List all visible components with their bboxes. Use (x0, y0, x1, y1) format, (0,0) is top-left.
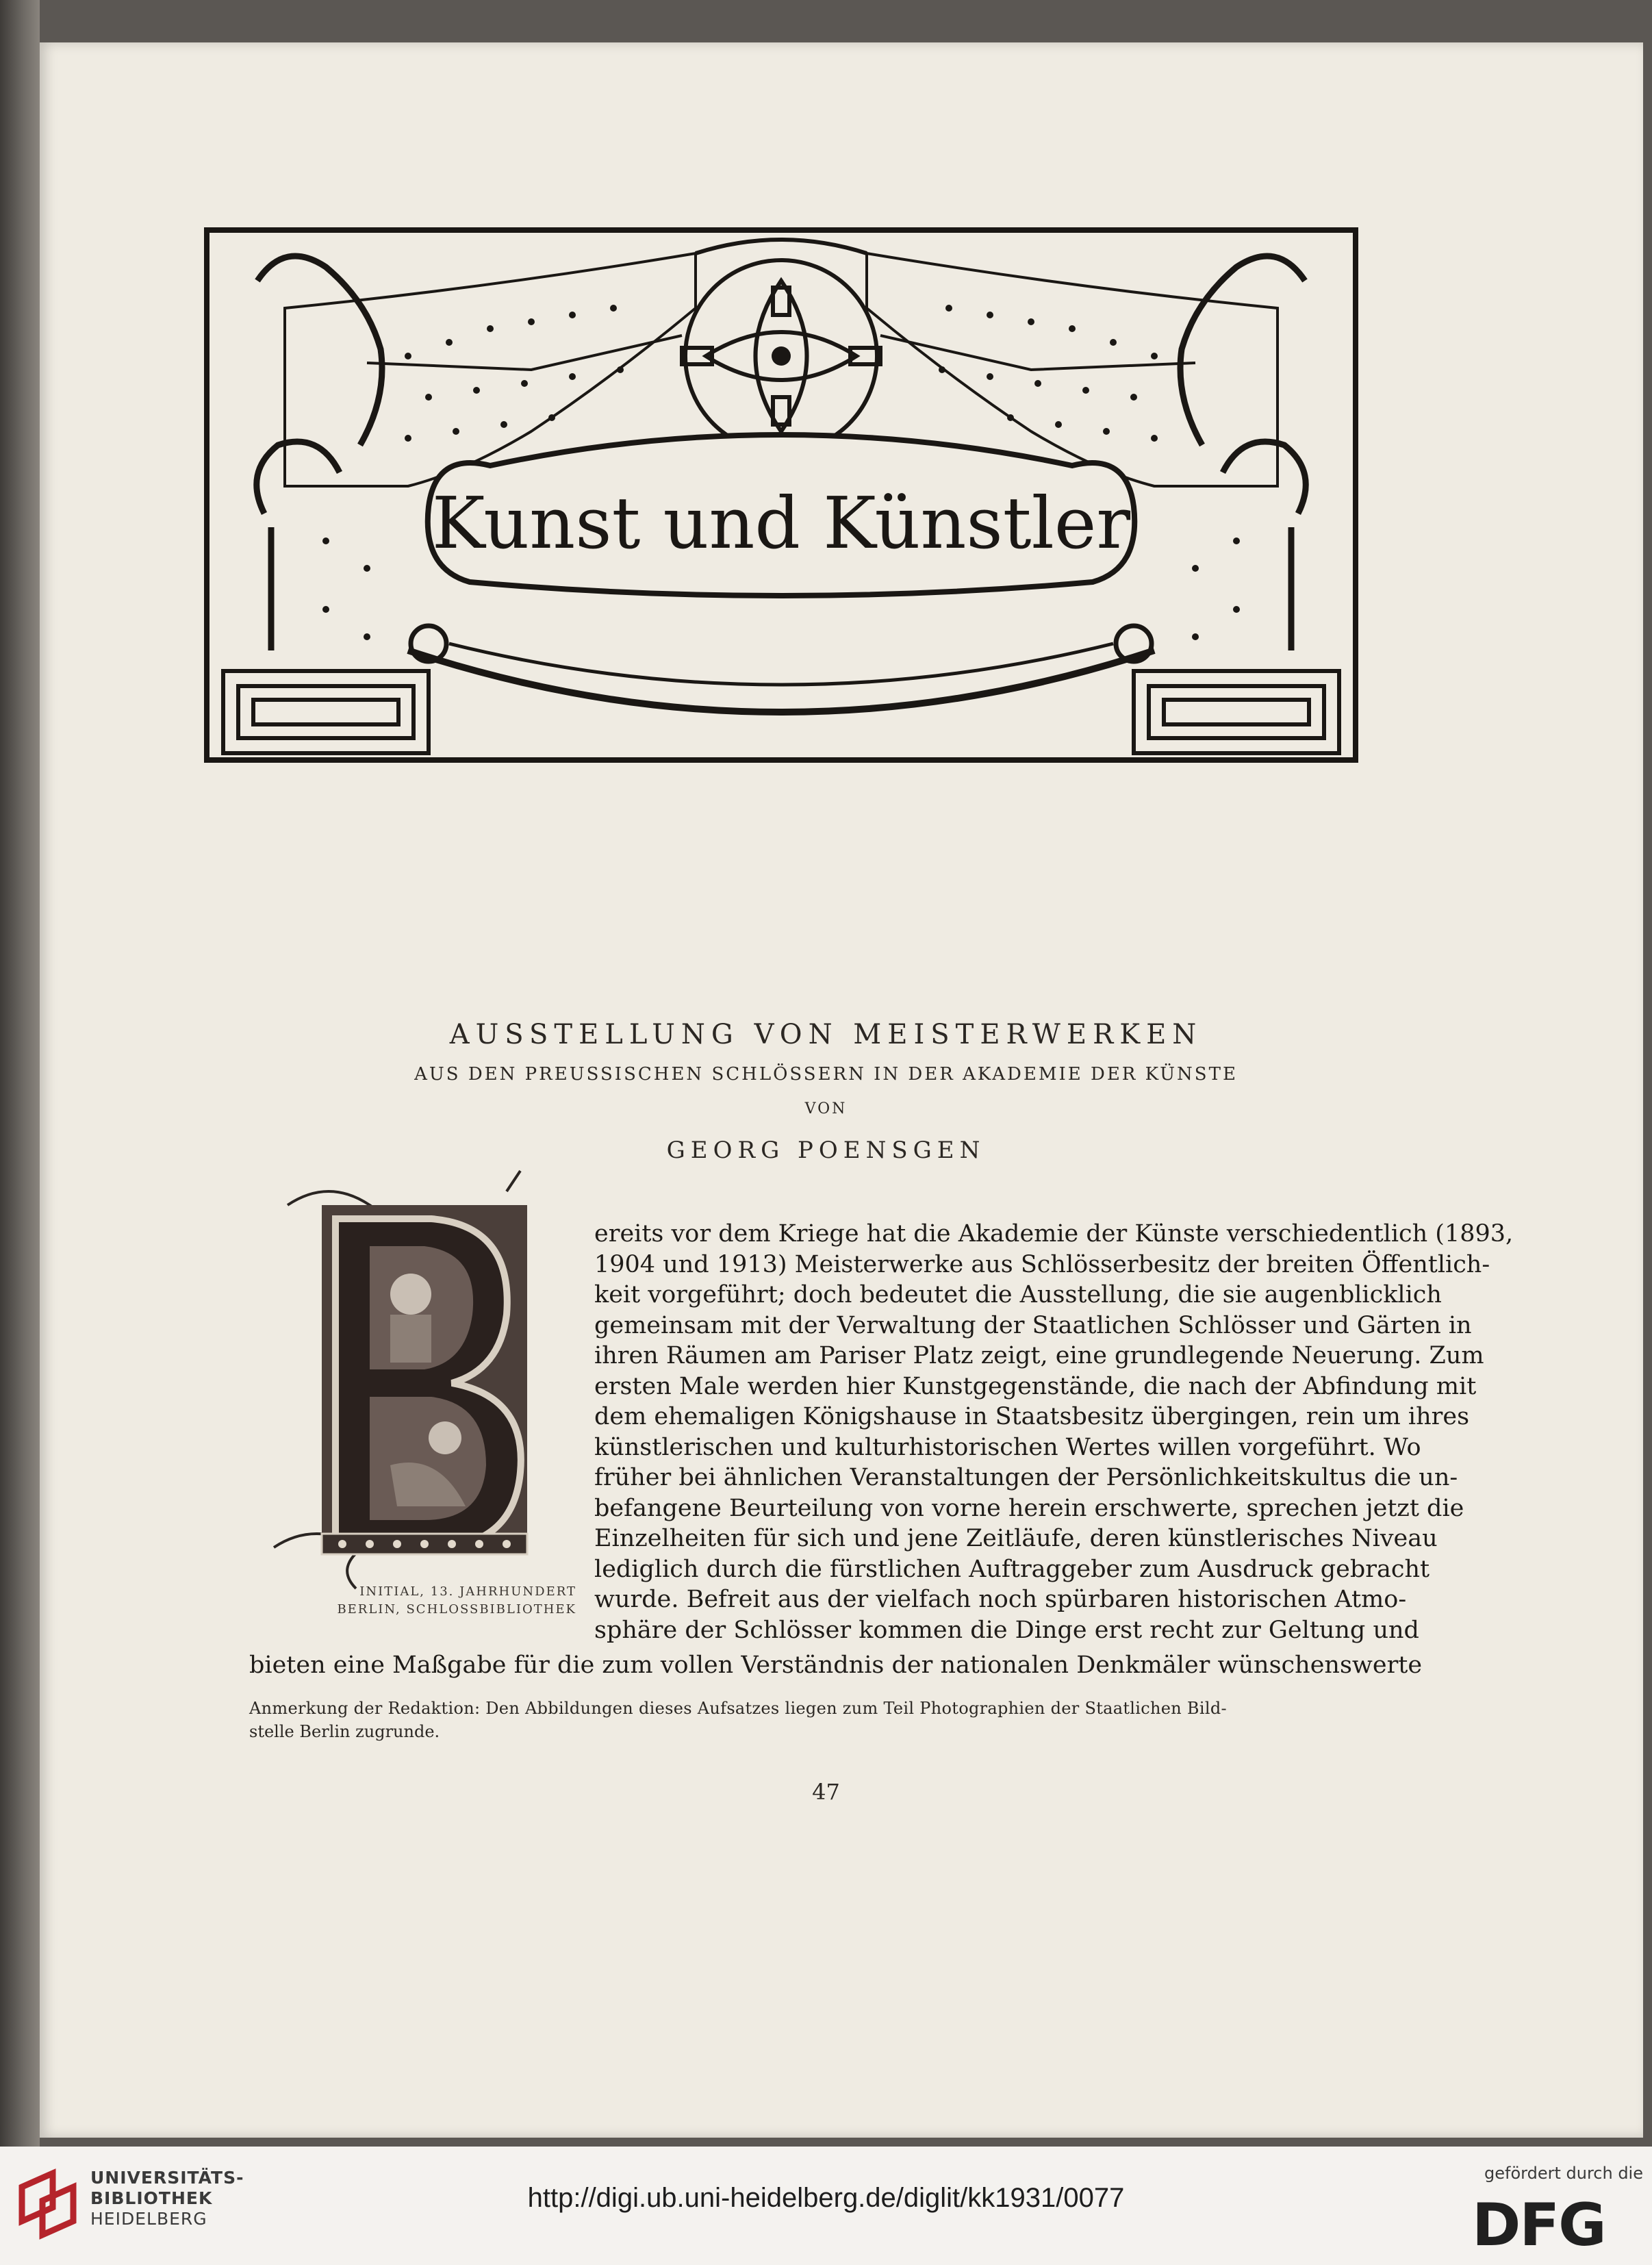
dfg-logo: DFG (1472, 2191, 1605, 2260)
ornamental-header (203, 226, 1360, 764)
body-line: lediglich durch die fürstlichen Auftraggeber zum Ausdruck gebracht (594, 1555, 1430, 1583)
body-line: ereits vor dem Kriege hat die Akademie der Künste verschiedentlich (1893, (594, 1220, 1514, 1248)
funding-label: gefördert durch die (1484, 2164, 1643, 2183)
initial-caption-line-2: BERLIN, SCHLOSSBIBLIOTHEK (337, 1602, 576, 1617)
library-name-line-3: HEIDELBERG (90, 2209, 207, 2229)
library-name-line-1: UNIVERSITÄTS- (90, 2168, 244, 2188)
permalink-url[interactable]: http://digi.ub.uni-heidelberg.de/diglit/kk1931/0077 (527, 2183, 1125, 2213)
article-subtitle: AUS DEN PREUSSISCHEN SCHLÖSSERN IN DER AKADEMIE DER KÜNSTE (414, 1064, 1238, 1085)
illuminated-initial-b (260, 1164, 561, 1602)
page-number: 47 (812, 1779, 840, 1805)
body-last-line: bieten eine Maßgabe für die zum vollen Verständnis der nationalen Denkmäler wünschenswerte (249, 1652, 1423, 1679)
body-line: befangene Beurteilung von vorne herein erschwerte, sprechen jetzt die (594, 1494, 1464, 1522)
article-title: AUSSTELLUNG VON MEISTERWERKEN (449, 1019, 1203, 1050)
footnote-line-1: Anmerkung der Redaktion: Den Abbildungen dieses Aufsatzes liegen zum Teil Photographien der Staatlichen Bild- (249, 1699, 1227, 1718)
body-line: gemeinsam mit der Verwaltung der Staatlichen Schlösser und Gärten in (594, 1311, 1472, 1339)
body-line: dem ehemaligen Königshause in Staatsbesitz übergingen, rein um ihres (594, 1403, 1470, 1430)
body-line: keit vorgeführt; doch bedeutet die Ausstellung, die sie augenblicklich (594, 1281, 1442, 1308)
body-line: Einzelheiten für sich und jene Zeitläufe, deren künstlerisches Niveau (594, 1525, 1438, 1552)
body-line: künstlerischen und kulturhistorischen Wertes willen vorgeführt. Wo (594, 1433, 1421, 1461)
article-author: GEORG POENSGEN (666, 1137, 986, 1164)
body-line: sphäre der Schlösser kommen die Dinge erst recht zur Geltung und (594, 1616, 1419, 1644)
initial-caption-line-1: INITIAL, 13. JAHRHUNDERT (359, 1584, 576, 1599)
library-name-line-2: BIBLIOTHEK (90, 2188, 213, 2208)
body-line: früher bei ähnlichen Veranstaltungen der Persönlichkeitskultus die un- (594, 1464, 1458, 1491)
body-line: ersten Male werden hier Kunstgegenstände, die nach der Abfindung mit (594, 1372, 1477, 1400)
journal-title: Kunst und Künstler (431, 481, 1131, 565)
body-line: 1904 und 1913) Meisterwerke aus Schlösserbesitz der breiten Öffentlich- (594, 1250, 1490, 1278)
footnote-line-2: stelle Berlin zugrunde. (249, 1722, 440, 1741)
body-line: ihren Räumen am Pariser Platz zeigt, eine grundlegende Neuerung. Zum (594, 1342, 1484, 1369)
article-body (594, 1219, 1514, 1645)
byline-von: VON (804, 1100, 848, 1117)
body-line: wurde. Befreit aus der vielfach noch spürbaren historischen Atmo- (594, 1586, 1407, 1613)
